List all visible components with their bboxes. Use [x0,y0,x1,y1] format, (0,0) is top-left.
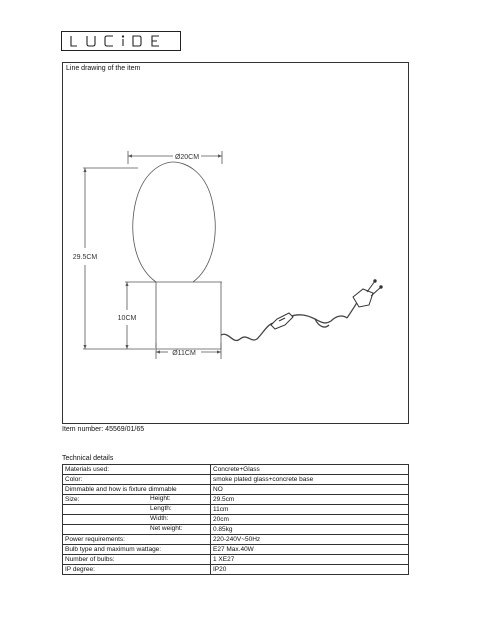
dim-base-width-label: Ø11CM [172,350,196,357]
spec-sublabel: Height: [150,495,171,502]
spec-sublabel: Width: [150,515,169,522]
table-row [63,465,409,475]
spec-label-cell [63,505,211,515]
drawing-title: Line drawing of the item [66,65,141,72]
table-row [63,545,409,555]
technical-details-title: Technical details [62,455,114,462]
spec-label-cell [63,495,211,505]
table-row [63,495,409,505]
dim-width-label: Ø20CM [174,154,200,161]
spec-value: E27 Max.40W [211,545,409,555]
dim-height-label: 29.5CM [72,254,98,261]
spec-label-cell [63,525,211,535]
lamp-line-drawing [63,63,410,425]
spec-label: Color: [63,475,211,485]
spec-sublabel: Net weight: [150,525,183,532]
spec-label: Dimmable and how is fixture dimmable [63,485,211,495]
table-row [63,535,409,545]
spec-label: Bulb type and maximum wattage: [63,545,211,555]
spec-value: 1 XE27 [211,555,409,565]
spec-value: 20cm [211,515,409,525]
table-row [63,515,409,525]
brand-logo [61,31,181,51]
table-row [63,475,409,485]
lucide-logo-lettering [62,32,180,50]
table-row [63,505,409,515]
spec-value: IP20 [211,565,409,575]
spec-label: Number of bulbs: [63,555,211,565]
spec-label: Materials used: [63,465,211,475]
table-row [63,525,409,535]
euro-plug [353,280,382,307]
spec-label: Power requirements: [63,535,211,545]
technical-details-table [62,464,409,575]
table-row [63,555,409,565]
dim-base-height-label: 10CM [117,315,137,322]
lamp-concrete-base [156,282,221,349]
spec-value: 0.85kg [211,525,409,535]
item-number: Item number: 45569/01/65 [62,426,145,433]
table-row [63,485,409,495]
spec-value: NO [211,485,409,495]
spec-value: 11cm [211,505,409,515]
lamp-glass-shade [133,162,215,282]
spec-value: 29.5cm [211,495,409,505]
inline-switch [271,313,293,329]
spec-sublabel: Length: [150,505,172,512]
spec-value: smoke plated glass+concrete base [211,475,409,485]
spec-value: 220-240V~50Hz [211,535,409,545]
spec-value: Concrete+Glass [211,465,409,475]
table-row [63,565,409,575]
line-drawing-frame [62,62,409,424]
spec-label-cell [63,515,211,525]
spec-label: IP degree: [63,565,211,575]
spec-label: Size: [65,495,80,503]
